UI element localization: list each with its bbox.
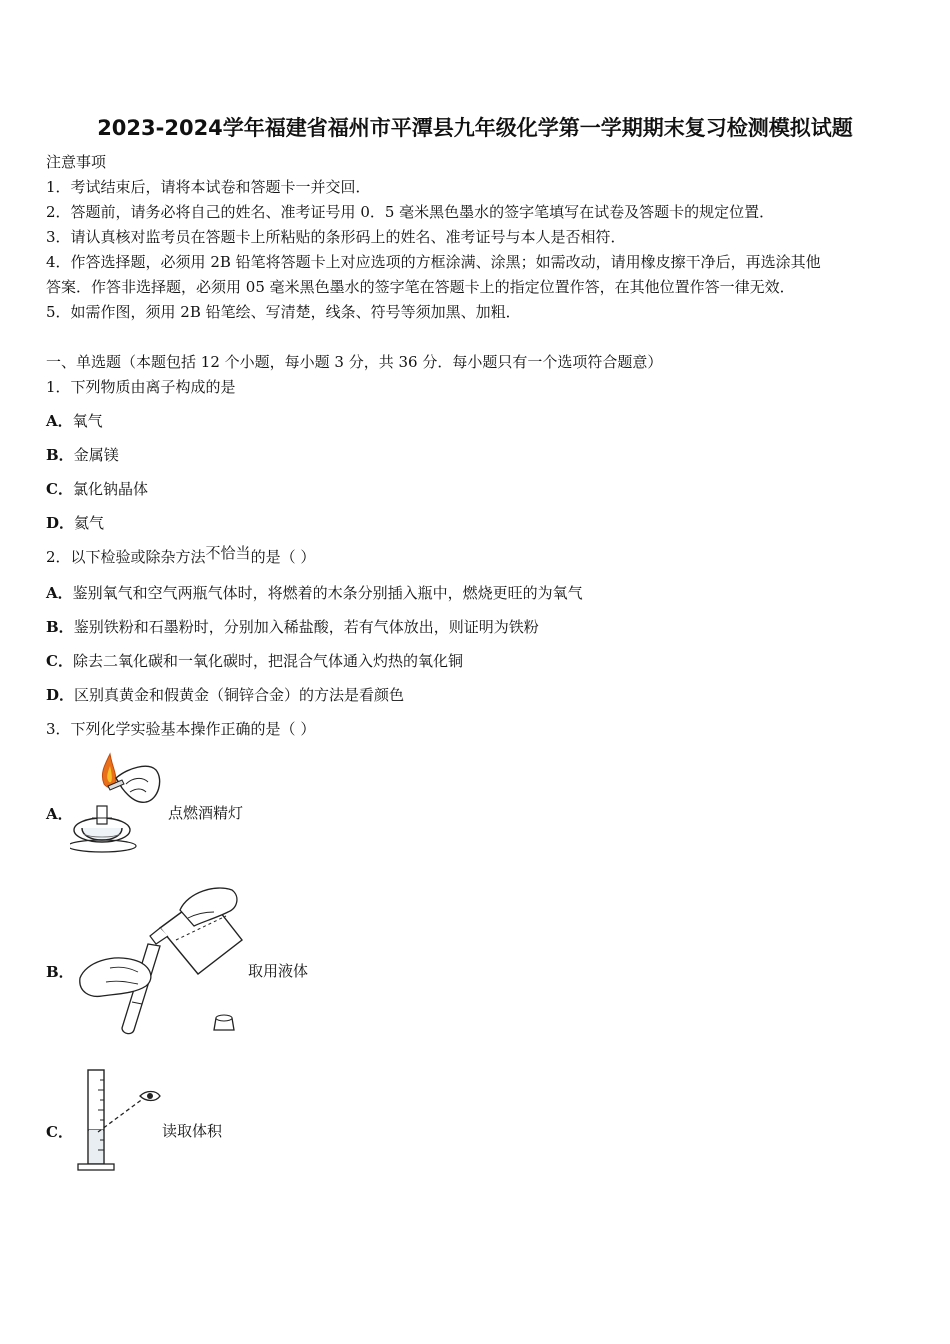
option-text: 氧气 — [72, 412, 103, 430]
q2-option-c — [46, 651, 463, 671]
option-label: B． — [46, 446, 74, 464]
option-label: D． — [46, 686, 75, 704]
option-text: 鉴别铁粉和石墨粉时，分别加入稀盐酸，若有气体放出，则证明为铁粉 — [73, 618, 539, 636]
notice-item: 5．如需作图，须用 2B 铅笔绘、写清楚，线条、符号等须加黑、加粗． — [46, 303, 521, 321]
option-text: 氦气 — [74, 514, 105, 532]
question-3-stem: 3．下列化学实验基本操作正确的是（ ） — [46, 720, 316, 738]
q3-option-c-label: C． — [46, 1123, 73, 1141]
option-label: A． — [46, 584, 73, 602]
option-label: C． — [46, 480, 73, 498]
notice-item: 4．作答选择题，必须用 2B 铅笔将答题卡上对应选项的方框涂满、涂黑；如需改动，请用橡皮擦干净后，再选涂其他 — [46, 253, 821, 271]
notice-item: 1．考试结束后，请将本试卷和答题卡一并交回． — [46, 178, 371, 196]
q3-option-a-label: A． — [46, 805, 73, 823]
graduated-cylinder-reading-illustration — [74, 1066, 164, 1176]
q3-option-c-caption: 读取体积 — [162, 1122, 223, 1140]
question-1-stem: 1．下列物质由离子构成的是 — [46, 378, 236, 396]
option-text: 区别真黄金和假黄金（铜锌合金）的方法是看颜色 — [74, 686, 405, 704]
option-label: D． — [46, 514, 75, 532]
notice-item: 答案．作答非选择题，必须用 05 毫米黑色墨水的签字笔在答题卡上的指定位置作答，在其他位置作答一律无效． — [46, 278, 795, 296]
q2-option-d — [46, 685, 404, 705]
question-2-stem — [46, 544, 316, 567]
option-text: 鉴别氧气和空气两瓶气体时，将燃着的木条分别插入瓶中，燃烧更旺的为氧气 — [72, 584, 583, 602]
page-title: 2023-2024学年福建省福州市平潭县九年级化学第一学期期末复习检测模拟试题 — [97, 116, 853, 140]
q1-option-b — [46, 445, 119, 465]
q3-option-a-caption: 点燃酒精灯 — [168, 804, 244, 822]
q2-option-b — [46, 617, 539, 637]
section-heading: 一、单选题（本题包括 12 个小题，每小题 3 分，共 36 分．每小题只有一个选项符合题意） — [46, 353, 663, 371]
option-text: 金属镁 — [73, 446, 119, 464]
option-label: B． — [46, 618, 74, 636]
notice-item: 3．请认真核对监考员在答题卡上所粘贴的条形码上的姓名、准考证号与本人是否相符． — [46, 228, 626, 246]
stem-text: 的是（ ） — [250, 548, 316, 566]
alcohol-lamp-lighting-illustration — [70, 748, 170, 858]
option-label: A． — [46, 412, 73, 430]
q1-option-d — [46, 513, 104, 533]
q2-option-a — [46, 583, 583, 603]
q3-option-b-caption: 取用液体 — [248, 962, 309, 980]
q1-option-a — [46, 411, 103, 431]
q1-option-c — [46, 479, 148, 499]
stem-text: 2．以下检验或除杂方法 — [46, 548, 206, 566]
option-label: C． — [46, 652, 73, 670]
pouring-liquid-illustration — [76, 882, 246, 1042]
option-text: 氯化钠晶体 — [72, 480, 148, 498]
q3-option-b-label: B． — [46, 963, 74, 981]
notice-item: 2．答题前，请务必将自己的姓名、准考证号用 0．5 毫米黑色墨水的签字笔填写在试卷及答题卡的规定位置． — [46, 203, 775, 221]
option-text: 除去二氧化碳和一氧化碳时，把混合气体通入灼热的氧化铜 — [72, 652, 463, 670]
notice-heading: 注意事项 — [46, 153, 107, 171]
stem-emphasis: 不恰当 — [205, 544, 251, 562]
